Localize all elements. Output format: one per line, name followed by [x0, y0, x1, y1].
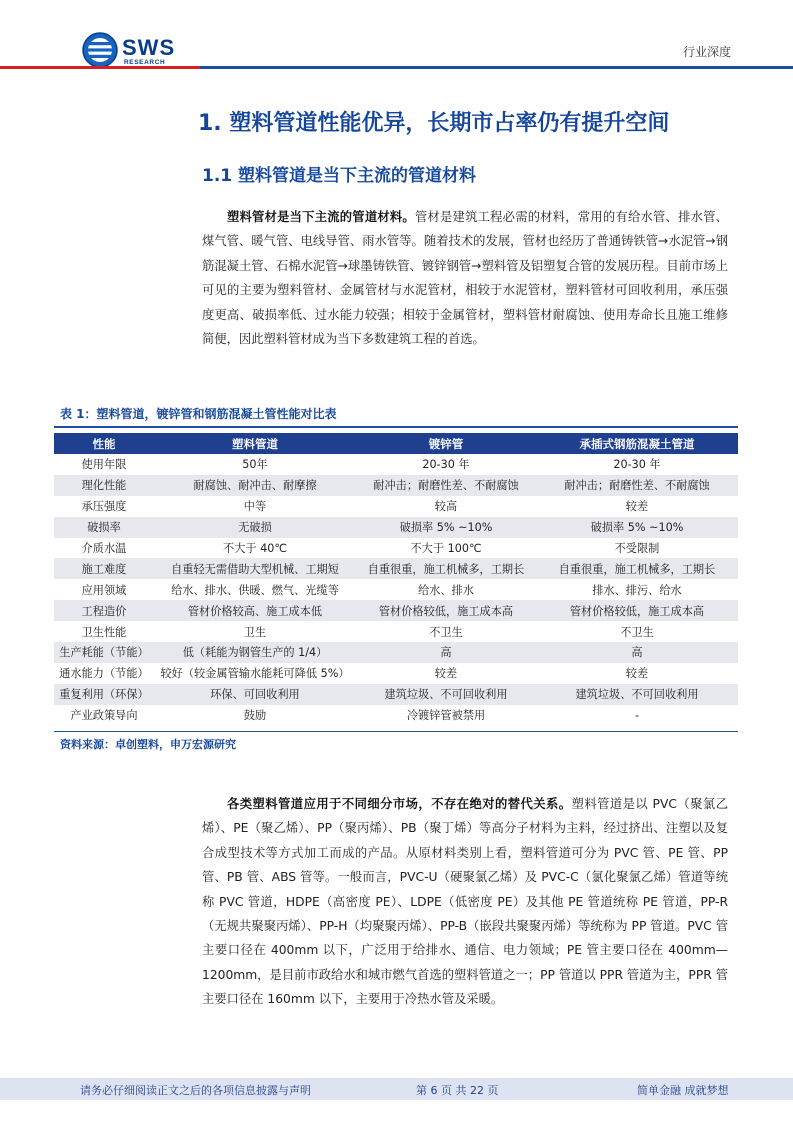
table-title: 表 1：塑料管道，镀锌管和钢筋混凝土管性能对比表 — [60, 407, 337, 421]
table-cell: 环保、可回收利用 — [154, 684, 356, 705]
table-row — [54, 475, 738, 496]
paragraph-pipe-types-lead: 各类塑料管道应用于不同细分市场，不存在绝对的替代关系。 — [227, 797, 572, 811]
table-cell: 耐冲击；耐磨性差、不耐腐蚀 — [356, 475, 536, 496]
table-cell: 耐腐蚀、耐冲击、耐摩擦 — [154, 475, 356, 496]
table-top-rule — [54, 426, 738, 428]
header-rule-accent — [0, 66, 200, 69]
table-header-cell: 性能 — [54, 433, 154, 454]
table-cell: 不大于 100℃ — [410, 542, 482, 555]
table-row — [54, 621, 738, 642]
logo-subtitle: RESEARCH — [124, 59, 166, 66]
table-cell: 施工难度 — [54, 558, 154, 579]
table-header-cell: 承插式钢筋混凝土管道 — [536, 433, 738, 454]
table-cell: 承压强度 — [81, 500, 127, 514]
table-cell: 20-30 年 — [613, 458, 661, 472]
table-cell: 给水、排水 — [418, 583, 474, 597]
table-row — [54, 579, 738, 600]
table-source-note: 资料来源：卓创塑料，申万宏源研究 — [60, 738, 236, 751]
table-cell: - — [634, 708, 640, 722]
header-rule — [200, 66, 793, 69]
table-row — [54, 517, 738, 538]
table-cell: 理化性能 — [54, 475, 154, 496]
paragraph-intro-lead: 塑料管材是当下主流的管道材料。 — [227, 210, 415, 224]
comparison-table — [54, 433, 738, 726]
table-cell: 50年 — [242, 458, 268, 472]
table-header-row — [54, 433, 738, 454]
table-cell: 卫生性能 — [81, 625, 127, 639]
table-row — [54, 684, 738, 705]
table-cell: 排水、排污、给水 — [592, 583, 682, 597]
table-cell: 无破损 — [154, 517, 356, 538]
paragraph-pipe-types-body: 塑料管道是以 PVC（聚氯乙烯）、PE（聚乙烯）、PP（聚丙烯）、PB（聚丁烯）等高分子材料为主料，经过挤出、注塑以及复合成型技术等方式加工而成的产品。从原材料类别上看，塑料管道可分为 PVC 管、PE 管、PP 管、PB 管、ABS 管等。一般而言，PVC-U（硬聚氯乙烯）及 PVC-C（氯化聚氯乙烯）管道等统称 PVC 管道，HDPE（高密度 PE）、LDPE（低密度 PE）及其他 PE 管道统称 PE 管道，PP-R（无规共聚聚丙烯）、PP-H（均聚聚丙烯）、PP-B（嵌段共聚聚丙烯）等统称为 PP 管道。PVC 管主要口径在 400mm 以下，广泛用于给排水、通信、电力领域；PE 管主要口径在 400mm—1200mm，是目前市政给水和城市燃气首选的塑料管道之一；PP 管道以 PPR 管道为主，PPR 管主要口径在 160mm 以下，主要用于冷热水管及采暖。 — [202, 797, 728, 1007]
table-cell: 自重很重，施工机械多，工期长 — [536, 558, 738, 579]
page-number: 第 6 页 共 22 页 — [416, 1084, 499, 1097]
table-cell: 20-30 年 — [422, 458, 470, 472]
table-cell: 自重很重，施工机械多，工期长 — [356, 558, 536, 579]
table-cell: 产业政策导向 — [70, 709, 138, 723]
paragraph-intro — [202, 205, 728, 351]
table-cell: 不大于 40℃ — [223, 542, 287, 555]
table-cell: 介质水温 — [81, 542, 127, 555]
table-cell: 使用年限 — [81, 458, 127, 472]
table-cell: 中等 — [243, 500, 267, 514]
logo-wordmark: SWS — [122, 35, 176, 60]
paragraph-pipe-types — [202, 792, 728, 1012]
table-cell: 破损率 5% ~10% — [536, 517, 738, 538]
table-cell: 较好（较金属管输水能耗可降低 5%） — [160, 667, 350, 681]
footer-disclaimer: 请务必仔细阅读正文之后的各项信息披露与声明 — [80, 1084, 311, 1097]
table-cell: 耐冲击；耐磨性差、不耐腐蚀 — [536, 475, 738, 496]
table-cell: 通水能力（节能） — [59, 667, 149, 681]
table-row — [54, 558, 738, 579]
table-cell: 高 — [356, 642, 536, 663]
table-row — [54, 538, 738, 559]
table-cell: 不卫生 — [620, 625, 654, 639]
table-cell: 较差 — [625, 500, 649, 514]
table-cell: 卫生 — [243, 625, 267, 639]
table-cell: 高 — [536, 642, 738, 663]
table-cell: 不受限制 — [614, 542, 660, 555]
table-row — [54, 600, 738, 621]
table-cell: 自重轻无需借助大型机械、工期短 — [154, 558, 356, 579]
table-row — [54, 663, 738, 684]
table-cell: 较高 — [434, 500, 458, 514]
subsection-heading: 1.1 塑料管道是当下主流的管道材料 — [202, 166, 477, 186]
table-header-cell: 镀锌管 — [356, 433, 536, 454]
table-cell: 重复利用（环保） — [54, 684, 154, 705]
table-header-cell: 塑料管道 — [154, 433, 356, 454]
table-cell: 生产耗能（节能） — [54, 642, 154, 663]
table-cell: 较差 — [434, 667, 458, 681]
table-cell: 管材价格较高、施工成本低 — [154, 600, 356, 621]
table-cell: 冷镀锌管被禁用 — [406, 709, 486, 723]
table-row — [54, 642, 738, 663]
footer-slogan: 简单金融 成就梦想 — [637, 1084, 729, 1097]
paragraph-intro-body: 管材是建筑工程必需的材料，常用的有给水管、排水管、煤气管、暖气管、电线导管、雨水管等。随着技术的发展，管材也经历了普通铸铁管→水泥管→钢筋混凝土管、石棉水泥管→球墨铸铁管、镀锌钢管→塑料管及铝塑复合管的发展历程。目前市场上可见的主要为塑料管材、金属管材与水泥管材，相较于水泥管材，塑料管材可回收利用，承压强度更高、破损率低、过水能力较强；相较于金属管材，塑料管材耐腐蚀、使用寿命长且施工维修简便，因此塑料管材成为当下多数建筑工程的首选。 — [202, 210, 728, 347]
section-heading: 1. 塑料管道性能优异，长期市占率仍有提升空间 — [198, 111, 670, 136]
table-cell: 较差 — [625, 667, 649, 681]
table-cell: 工程造价 — [54, 600, 154, 621]
table-row — [54, 454, 738, 475]
table-cell: 低（耗能为钢管生产的 1/4） — [154, 642, 356, 663]
report-type-label: 行业深度 — [683, 45, 732, 59]
table-cell: 应用领域 — [81, 583, 127, 597]
table-cell: 破损率 — [54, 517, 154, 538]
table-row — [54, 705, 738, 726]
table-cell: 不卫生 — [429, 625, 463, 639]
table-row — [54, 496, 738, 517]
sws-logo-icon — [82, 32, 118, 68]
table-cell: 鼓励 — [243, 709, 267, 723]
table-cell: 破损率 5% ~10% — [356, 517, 536, 538]
table-cell: 管材价格较低，施工成本高 — [356, 600, 536, 621]
table-cell: 建筑垃圾、不可回收利用 — [536, 684, 738, 705]
table-cell: 建筑垃圾、不可回收利用 — [356, 684, 536, 705]
table-bottom-rule — [54, 731, 738, 732]
table-cell: 给水、排水、供暖、燃气、光缆等 — [171, 583, 339, 597]
table-cell: 管材价格较低，施工成本高 — [536, 600, 738, 621]
